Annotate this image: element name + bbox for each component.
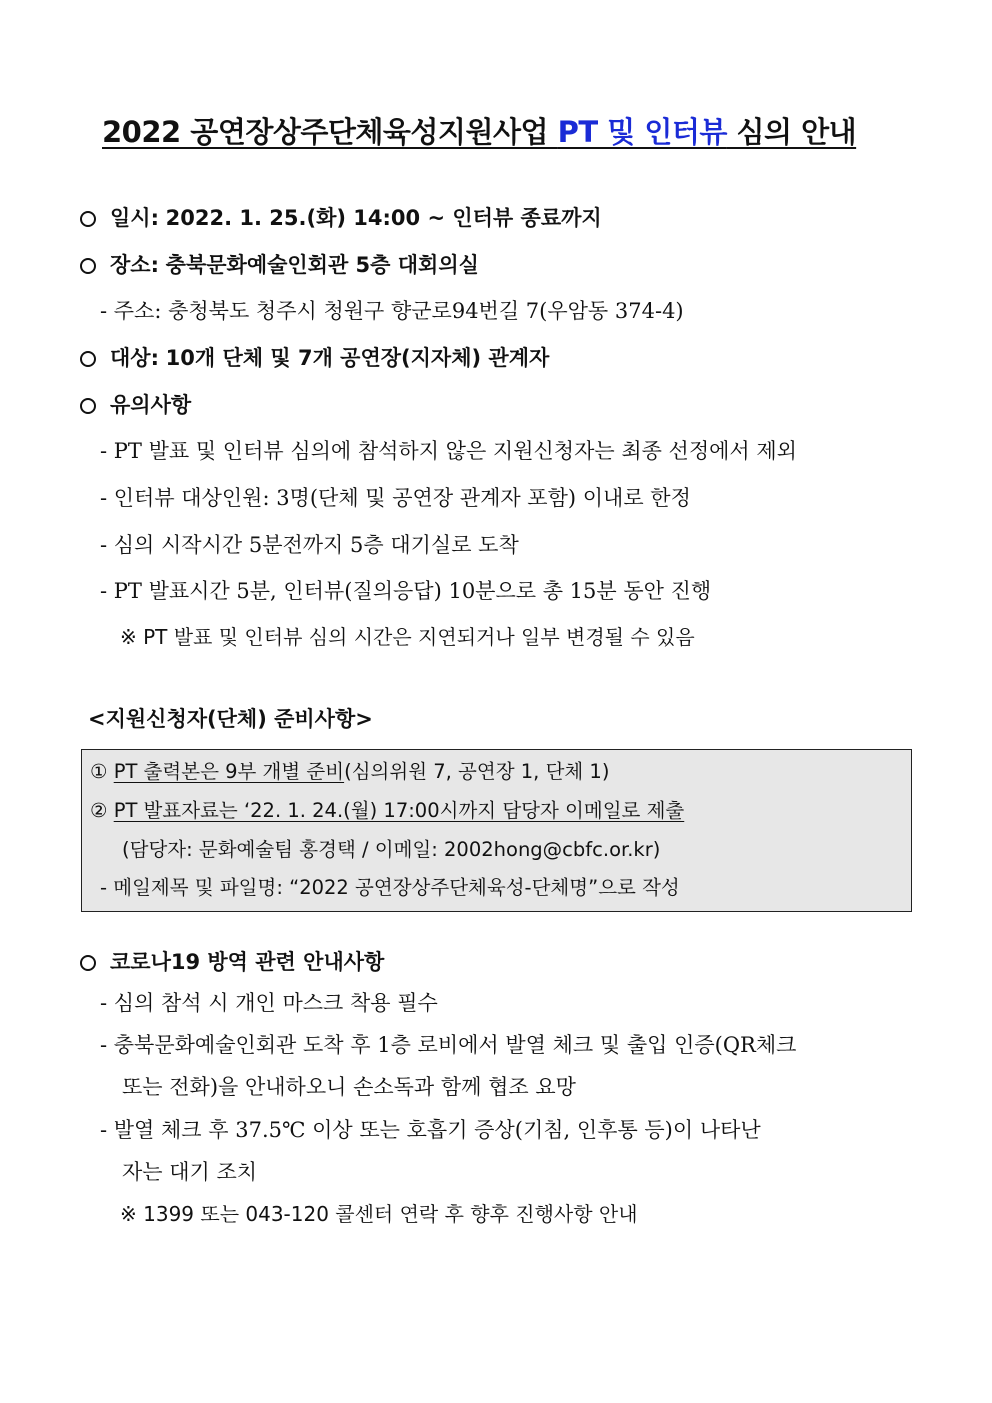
place-text: 충북문화예술인회관 5층 대회의실 [165,253,479,277]
date-label: 일시: [110,206,159,230]
notes-remark: ※ PT 발표 및 인터뷰 심의 시간은 지연되거나 일부 변경될 수 있음 [120,625,695,649]
circle-bullet-icon [80,258,96,274]
address-line: - 주소: 충청북도 청주시 청원구 향군로94번길 7(우암동 374-4) [100,299,684,323]
item-date [80,203,602,233]
item-target [80,343,549,373]
covid-line-3b: 자는 대기 조치 [122,1160,258,1184]
target-text: 10개 단체 및 7개 공연장(지자체) 관계자 [165,346,550,370]
circle-bullet-icon [80,955,96,971]
covid-line-2a: - 충북문화예술인회관 도착 후 1층 로비에서 발열 체크 및 출입 인증(QR체크 [100,1033,797,1057]
note-line: - 인터뷰 대상인원: 3명(단체 및 공연장 관계자 포함) 이내로 한정 [100,486,691,510]
date-text: 2022. 1. 25.(화) 14:00 ~ 인터뷰 종료까지 [165,206,602,230]
prep-line-2-number: ② [90,799,108,822]
circle-bullet-icon [80,351,96,367]
title-part-3: 심의 안내 [726,115,857,149]
item-notes-heading [80,390,191,420]
place-label: 장소: [110,253,159,277]
item-covid-heading [80,947,384,977]
note-line: - 심의 시작시간 5분전까지 5층 대기실로 도착 [100,533,519,557]
covid-line-3a: - 발열 체크 후 37.5℃ 이상 또는 호흡기 증상(기침, 인후통 등)이 나타난 [100,1118,761,1142]
target-label: 대상: [110,346,159,370]
covid-line-1: - 심의 참석 시 개인 마스크 착용 필수 [100,991,438,1015]
prep-line-1 [90,757,609,787]
circle-bullet-icon [80,211,96,227]
document-title [102,112,892,152]
item-place [80,250,479,280]
prep-heading: <지원신청자(단체) 준비사항> [88,707,373,731]
note-line: - PT 발표 및 인터뷰 심의에 참석하지 않은 지원신청자는 최종 선정에서 제외 [100,439,797,463]
prep-mail-line: - 메일제목 및 파일명: “2022 공연장상주단체육성-단체명”으로 작성 [100,876,680,899]
prep-contact-line: (담당자: 문화예술팀 홍경택 / 이메일: 2002hong@cbfc.or.kr) [122,838,661,861]
prep-line-2-underlined: PT 발표자료는 ‘22. 1. 24.(월) 17:00시까지 담당자 이메일로 제출 [113,799,685,822]
title-part-1: 2022 공연장상주단체육성지원사업 [102,115,558,149]
circle-bullet-icon [80,398,96,414]
prep-line-1-number: ① [90,760,108,783]
covid-remark: ※ 1399 또는 043-120 콜센터 연락 후 향후 진행사항 안내 [120,1202,638,1226]
prep-line-1-rest: (심의위원 7, 공연장 1, 단체 1) [344,760,610,783]
notes-heading: 유의사항 [110,393,192,417]
note-line: - PT 발표시간 5분, 인터뷰(질의응답) 10분으로 총 15분 동안 진행 [100,579,712,603]
title-highlight: PT 및 인터뷰 [557,115,727,149]
covid-heading: 코로나19 방역 관련 안내사항 [110,950,385,974]
prep-line-2 [90,796,684,826]
prep-line-1-underlined: PT 출력본은 9부 개별 준비 [113,760,345,783]
covid-line-2b: 또는 전화)을 안내하오니 손소독과 함께 협조 요망 [122,1075,576,1099]
